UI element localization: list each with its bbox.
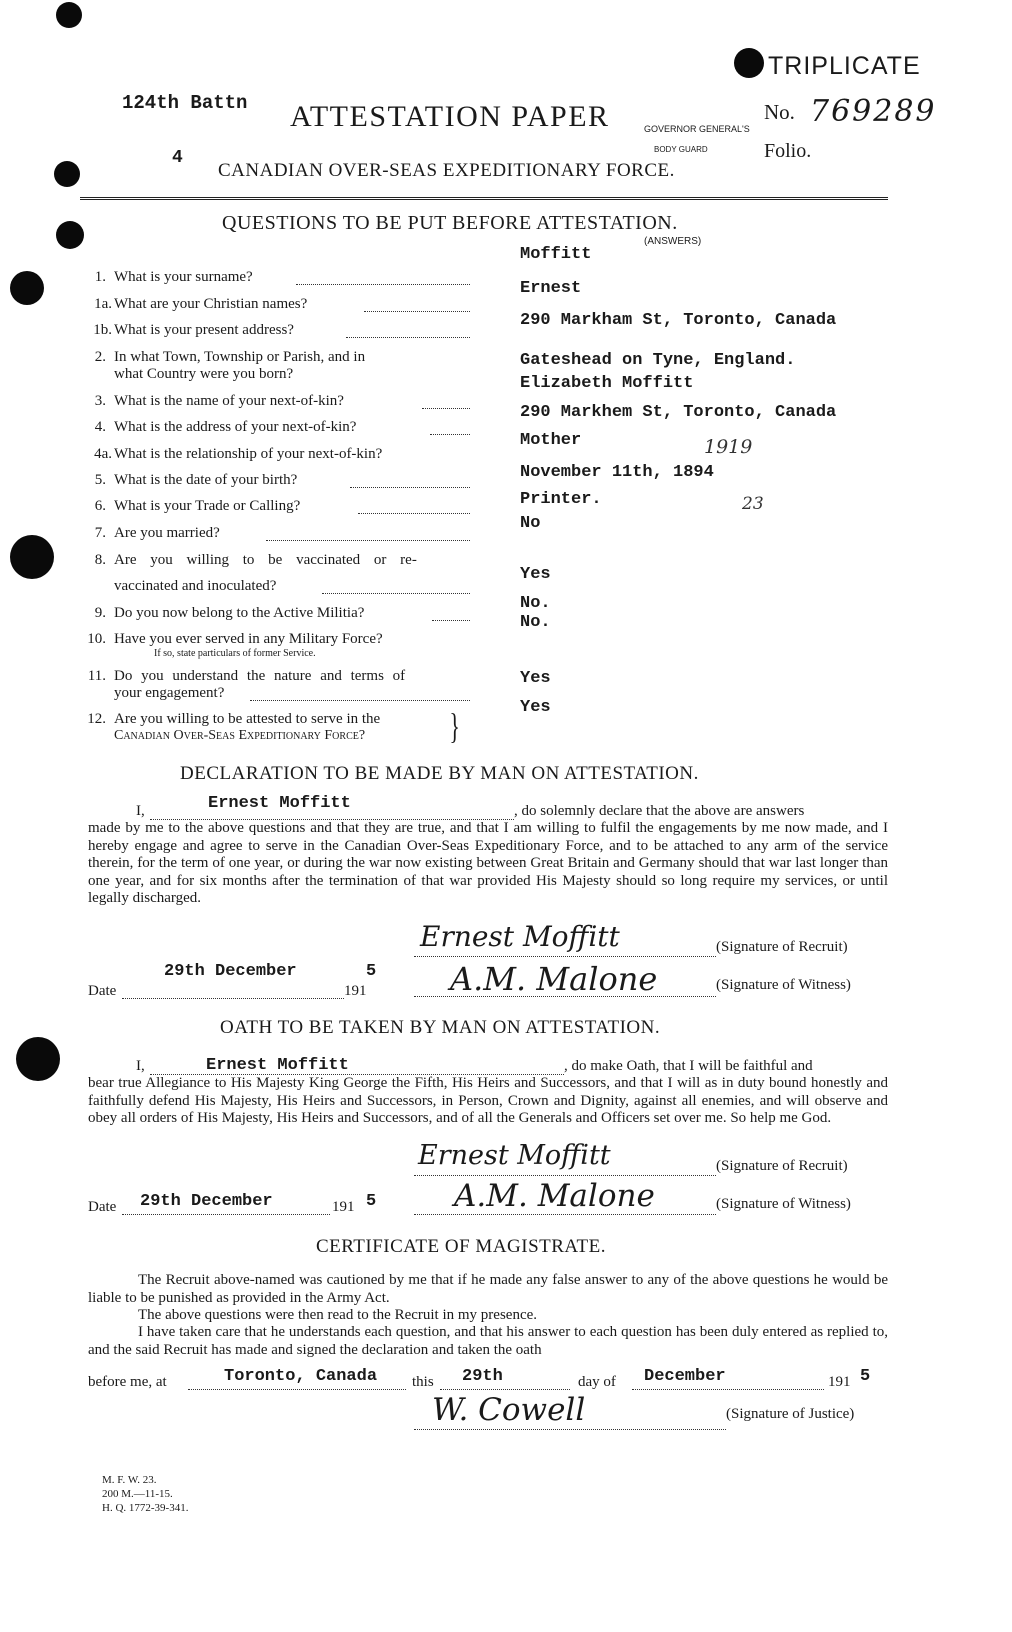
declaration-witness-label: (Signature of Witness) [716,977,851,993]
punch-hole [56,221,84,249]
leader-line [266,540,470,541]
question-number: 11. [87,668,106,684]
certificate-paragraph-2: The above questions were then read to the Recruit in my presence. [138,1307,538,1323]
oath-witness-label: (Signature of Witness) [716,1196,851,1212]
certificate-before-label: before me, at [88,1374,167,1390]
question-text-cont: vaccinated and inoculated? [114,578,277,594]
question-number: 9. [94,605,106,621]
leader-line [432,620,470,621]
leader-line [364,311,470,312]
declaration-prefix: I, [136,803,145,819]
answer-present-address: 290 Markham St, Toronto, Canada [520,311,837,330]
declaration-date-label: Date [88,983,117,999]
hq-reference: H. Q. 1772-39-341. [102,1502,189,1514]
leader-line [358,513,470,514]
certificate-this-label: this [412,1374,434,1390]
month-line [632,1389,824,1390]
sheet-number: 4 [172,148,183,168]
number-label: No. [764,100,795,124]
question-text: Do you understand the nature and terms of [114,668,406,684]
leader-line [296,284,470,285]
declaration-body: made by me to the above questions and that they are true, and that I am willing to fulfil the engagements by me now made, and I hereby engage and agree to serve in the Canadian Over-Seas Expeditionary Force, and to be attached to any arm of the service therein, for the term of one year, or during the war now existing between Great Britain and Germany should that war last longer than one year, and for six months after the termination of that war provided His Majesty should so long require my services, or until legally discharged. [88,820,888,906]
oath-recruit-signature: Ernest Moffitt [418,1140,611,1171]
declaration-recruit-label: (Signature of Recruit) [716,939,848,955]
answers-label: (ANSWERS) [644,236,702,247]
oath-recruit-name: Ernest Moffitt [206,1056,349,1075]
day-line [440,1389,570,1390]
certificate-month: December [644,1367,726,1386]
declaration-year-prefix: 191 [344,983,367,999]
answer-next-of-kin: Elizabeth Moffitt [520,374,694,393]
question-number: 4a. [94,446,112,462]
place-line [188,1389,406,1390]
question-text: What is your surname? [114,269,253,285]
certificate-day: 29th [462,1367,503,1386]
answer-next-of-kin-address: 290 Markhem St, Toronto, Canada [520,403,837,422]
oath-recruit-label: (Signature of Recruit) [716,1158,848,1174]
form-code: M. F. W. 23. [102,1474,157,1486]
question-text: Do you now belong to the Active Militia? [114,605,365,621]
question-number: 1. [94,269,106,285]
question-text: Are you willing to be vaccinated or re- [114,552,417,568]
oath-year-prefix: 191 [332,1199,355,1215]
signature-line [414,1175,716,1176]
certificate-title: CERTIFICATE OF MAGISTRATE. [316,1236,607,1257]
oath-prefix: I, [136,1058,145,1074]
question-text: Are you married? [114,525,220,541]
answer-date-of-birth: November 11th, 1894 [520,463,714,482]
guard-stamp-line2: BODY GUARD [654,145,708,154]
punch-hole [10,271,44,305]
signature-line [414,1214,716,1215]
punch-hole [56,2,82,28]
question-number: 4. [94,419,106,435]
declaration-recruit-signature: Ernest Moffitt [420,920,620,953]
certificate-year-prefix: 191 [828,1374,851,1390]
answer-military-service: No. [520,613,551,632]
question-text: In what Town, Township or Parish, and in [114,349,366,365]
question-number: 8. [94,552,106,568]
print-run: 200 M.—11-15. [102,1488,173,1500]
document-subtitle: CANADIAN OVER-SEAS EXPEDITIONARY FORCE. [218,160,675,181]
battalion-note: 124th Battn [122,92,248,114]
signature-line [414,956,716,957]
oath-date-value: 29th December [140,1192,273,1211]
question-number: 7. [94,525,106,541]
question-text: Have you ever served in any Military Force? [114,631,383,647]
leader-line [422,408,470,409]
leader-line [250,700,470,701]
question-text: What is your present address? [114,322,294,338]
question-number: 6. [94,498,106,514]
answer-militia: No. [520,594,551,613]
leader-line [322,593,470,594]
margin-note-year: 1919 [704,436,753,458]
header-divider [80,197,888,200]
declaration-witness-signature: A.M. Malone [450,960,658,998]
question-text: Are you willing to be attested to serve in the [114,711,381,727]
justice-label: (Signature of Justice) [726,1406,855,1422]
leader-line [350,487,470,488]
guard-stamp-line1: GOVERNOR GENERAL'S [644,124,750,134]
certificate-paragraph-3: I have taken care that he understands each question, and that his answer to each question has been duly entered as replied to, and the said Recruit has made and signed the declaration and taken the oath [88,1324,888,1358]
question-text: What is the address of your next-of-kin? [114,419,357,435]
brace-glyph: } [449,706,460,746]
question-number: 3. [94,393,106,409]
certificate-year-digit: 5 [860,1367,871,1386]
leader-line [346,337,470,338]
oath-title: OATH TO BE TAKEN BY MAN ON ATTESTATION. [220,1017,661,1038]
declaration-recruit-name: Ernest Moffitt [208,794,351,813]
answer-relationship: Mother [520,431,582,450]
answer-married: No [520,514,541,533]
punch-hole [734,48,764,78]
copy-type-label: TRIPLICATE [768,52,921,80]
margin-note-age: 23 [742,494,764,514]
signature-line [414,1429,726,1430]
question-number: 1a. [94,296,112,312]
punch-hole [54,161,80,187]
question-text: What is the relationship of your next-of-kin? [114,446,383,462]
oath-witness-signature: A.M. Malone [454,1178,655,1214]
declaration-date-value: 29th December [164,962,297,981]
date-line [122,998,344,999]
question-number: 1b. [93,322,112,338]
oath-date-label: Date [88,1199,117,1215]
leader-line [430,434,470,435]
question-text: What is the name of your next-of-kin? [114,393,344,409]
question-text: What is the date of your birth? [114,472,298,488]
question-number: 10. [87,631,106,647]
questions-title: QUESTIONS TO BE PUT BEFORE ATTESTATION. [222,212,678,234]
answer-vaccinated: Yes [520,565,551,584]
regimental-number: 769289 [810,94,937,129]
folio-label: Folio. [764,140,812,162]
oath-body: bear true Allegiance to His Majesty King George the Fifth, His Heirs and Successors, and that I will as in duty bound honestly and faithfully defend His Majesty, His Heirs and Successors, in Person, Crown and Dignity, against all enemies, and will observe and obey all orders of His Majesty, His Heirs and Successors, and of all the Generals and Officers set over me. So help me God. [88,1075,888,1126]
answer-understand-terms: Yes [520,669,551,688]
answer-surname: Moffitt [520,245,592,264]
answer-christian-names: Ernest [520,279,582,298]
document-title: ATTESTATION PAPER [290,100,610,133]
question-number: 12. [87,711,106,727]
declaration-year-digit: 5 [366,962,377,981]
signature-line [414,996,716,997]
answer-trade: Printer. [520,490,602,509]
question-number: 5. [94,472,106,488]
oath-year-digit: 5 [366,1192,377,1211]
question-text: What are your Christian names? [114,296,308,312]
question-text: What is your Trade or Calling? [114,498,301,514]
question-text-cont: what Country were you born? [114,366,294,382]
question-number: 2. [94,349,106,365]
punch-hole [10,535,54,579]
certificate-day-of-label: day of [578,1374,616,1390]
punch-hole [16,1037,60,1081]
question-text-cont: your engagement? [114,685,225,701]
question-text-cont: Canadian Over-Seas Expeditionary Force? [114,728,366,743]
certificate-paragraph-1: The Recruit above-named was cautioned by me that if he made any false answer to any of the above questions he would be liable to be punished as provided in the Army Act. [88,1272,888,1306]
answer-birthplace: Gateshead on Tyne, England. [520,351,796,370]
question-subnote: If so, state particulars of former Service. [154,648,316,659]
date-line [122,1214,330,1215]
declaration-title: DECLARATION TO BE MADE BY MAN ON ATTESTATION. [180,763,699,784]
answer-willing-attest: Yes [520,698,551,717]
declaration-line1-end: , do solemnly declare that the above are answers [514,803,805,819]
certificate-place: Toronto, Canada [224,1367,378,1386]
oath-line1-end: , do make Oath, that I will be faithful and [564,1058,813,1074]
justice-signature: W. Cowell [432,1392,586,1428]
